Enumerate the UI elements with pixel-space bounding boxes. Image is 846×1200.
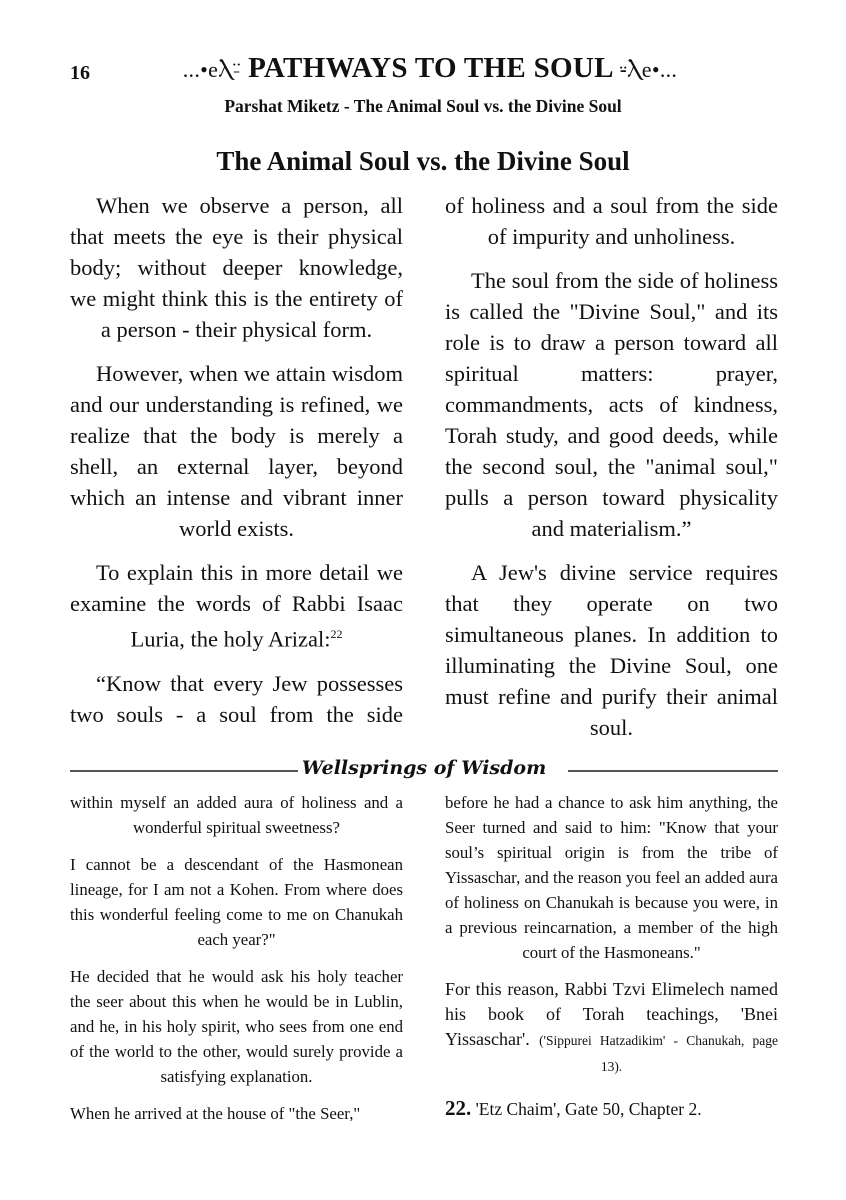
divider-label: Wellsprings of Wisdom xyxy=(298,757,550,779)
source-citation: ('Sippurei Hatzadikim' - Chanukah, page 13). xyxy=(539,1033,779,1074)
paragraph-text: For this reason, Rabbi Tzvi Elimelech named his book of Torah teachings, 'Bnei Yissaschar'. xyxy=(445,979,778,1049)
paragraph: The soul from the side of holiness is called the "Divine Soul," and its role is to draw a person toward all spiritual matters: prayer, commandments, acts of kindness, Torah study, and good deeds, while the second soul, the "animal soul," pulls a person toward physicality and materialism.” xyxy=(445,268,778,541)
section-divider xyxy=(70,758,778,784)
paragraph: before he had a chance to ask him anything, the Seer turned and said to him: "Know that your soul’s spiritual origin is from the tribe of Yissaschar, and the reason you feel an added aura of holiness on Chanukah is because you were, in a previous reincarnation, a member of the high court of the Hasmoneans." xyxy=(445,793,778,962)
paragraph-text: To explain this in more detail we examine the words of Rabbi Isaac Luria, the holy Arizal: xyxy=(70,560,403,652)
article-right-column xyxy=(445,190,778,756)
paragraph xyxy=(70,557,403,655)
paragraph: of holiness and a soul from the side of impurity and unholiness. xyxy=(445,193,778,249)
paragraph: A Jew's divine service requires that they operate on two simultaneous planes. In addition to illuminating the Divine Soul, one must refine and purify their animal soul. xyxy=(445,560,778,740)
paragraph: When he arrived at the house of "the Seer," xyxy=(70,1104,361,1123)
article-title: The Animal Soul vs. the Divine Soul xyxy=(216,146,630,176)
running-title-text: PATHWAYS TO THE SOUL xyxy=(248,52,613,84)
running-title xyxy=(130,52,730,85)
paragraph: within myself an added aura of holiness and a wonderful spiritual sweetness? xyxy=(70,793,403,837)
ornament-left-icon: ...•еⲖ⸚ xyxy=(182,57,241,82)
footnote-text: 'Etz Chaim', Gate 50, Chapter 2. xyxy=(475,1099,702,1119)
ornament-right-icon: ⸚Ⲗе•... xyxy=(619,57,678,82)
footnote-ref[interactable]: 22 xyxy=(330,627,343,641)
paragraph: When we observe a person, all that meets the eye is their physical body; without deeper knowledge, we might think this is the entirety of a person - their physical form. xyxy=(70,193,403,342)
subtitle: Parshat Miketz - The Animal Soul vs. the Divine Soul xyxy=(224,96,622,116)
paragraph: I cannot be a descendant of the Hasmonean lineage, for I am not a Kohen. From where does this wonderful feeling come to me on Chanukah each year?" xyxy=(70,855,403,949)
page-number: 16 xyxy=(70,62,90,84)
paragraph xyxy=(445,977,778,1079)
section-right-column xyxy=(445,790,778,1091)
footnote xyxy=(445,1096,702,1121)
paragraph: However, when we attain wisdom and our understanding is refined, we realize that the body is merely a shell, an external layer, beyond which an intense and vibrant inner world exists. xyxy=(70,361,403,541)
footnote-number: 22. xyxy=(445,1096,472,1120)
section-left-column xyxy=(70,790,403,1138)
article-left-column xyxy=(70,190,403,743)
paragraph: He decided that he would ask his holy teacher the seer about this when he would be in Lublin, and he, in his holy spirit, who sees from one end of the world to the other, would surely provide a satisfying explanation. xyxy=(70,967,403,1086)
paragraph: “Know that every Jew possesses two souls - a soul from the side xyxy=(70,670,403,727)
